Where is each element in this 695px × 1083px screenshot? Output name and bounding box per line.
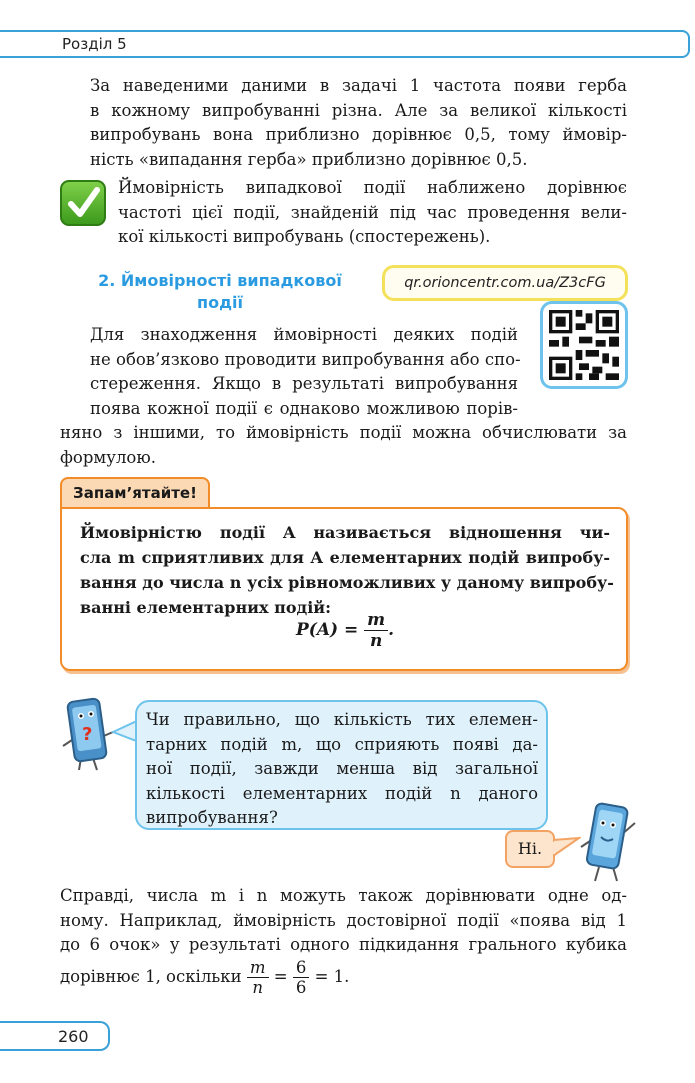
- body-line: не обов’язково проводити випробування або спо-: [90, 349, 521, 369]
- qr-code-icon[interactable]: [540, 301, 628, 389]
- remember-tab: Запам’ятайте!: [60, 477, 210, 509]
- phone-character-icon: [575, 795, 645, 885]
- note-line: Ймовірність випадкової події наближено дорівнює: [118, 178, 627, 197]
- intro-line: ність «випадання герба» приблизно дорівнює 0,5.: [90, 149, 528, 169]
- body-line: формулою.: [60, 447, 156, 467]
- qr-link[interactable]: qr.orioncentr.com.ua/Z3cFG: [382, 265, 628, 301]
- definition-text: [80, 520, 614, 620]
- checkmark-icon: [60, 180, 106, 226]
- definition-line: Ймовірністю події A називається відношення чи-: [80, 523, 610, 542]
- note-line: частоті цієї події, знайденій під час проведення вели-: [118, 202, 627, 222]
- final-eq-1: =: [273, 967, 288, 986]
- intro-line: випробувань вона приблизно дорівнює 0,5, тому ймовір-: [90, 125, 627, 144]
- body-line: поява кожної події є однаково можливою порів-: [90, 398, 518, 418]
- question-text: [146, 708, 538, 831]
- intro-paragraph: [90, 74, 627, 172]
- body-line: Для знаходження ймовірності деяких подій: [90, 325, 518, 344]
- formula-end: .: [388, 620, 395, 640]
- answer-bubble: Ні.: [505, 830, 555, 868]
- final-fraction-2-den: 6: [295, 978, 307, 997]
- final-fraction-2-num: 6: [293, 958, 310, 978]
- final-fraction-1-den: n: [252, 978, 263, 997]
- formula-denominator: n: [369, 631, 383, 651]
- final-line: ному. Наприклад, ймовірність достовірної події «поява від 1: [60, 910, 627, 930]
- svg-text:?: ?: [82, 724, 93, 745]
- question-line: кількості елементарних подій n даного: [146, 783, 538, 803]
- question-line: випробування?: [146, 808, 278, 827]
- formula-fraction: [364, 610, 388, 651]
- formula-numerator: m: [364, 610, 388, 631]
- section-title-line: 2. Ймовірності випадкової: [98, 271, 342, 290]
- definition-line: ванні елементарних подій:: [80, 598, 332, 617]
- definition-line: сла m сприятливих для A елементарних подій випробу-: [80, 548, 610, 567]
- body-line: стереження. Якщо в результаті випробування: [90, 374, 518, 393]
- body-paragraph-top: [90, 323, 521, 421]
- final-paragraph: [60, 884, 627, 958]
- note-text: [118, 176, 627, 250]
- section-title-line: події: [197, 293, 243, 312]
- question-line: тарних подій m, що сприяють появі да-: [146, 734, 538, 754]
- question-line: ної події, завжди менша від загальної: [146, 759, 538, 778]
- intro-line: За наведеними даними в задачі 1 частота появи герба: [90, 76, 627, 95]
- note-line: кої кількості випробувань (спостережень).: [118, 227, 491, 246]
- final-line: до 6 очок» у результаті одного підкидання грального кубика: [60, 935, 627, 954]
- final-fraction-1-num: m: [247, 958, 269, 978]
- section-title: [75, 270, 365, 314]
- final-formula-line: [60, 958, 349, 997]
- intro-line: в кожному випробуванні різна. Але за великої кількості: [90, 100, 627, 120]
- body-line: няно з іншими, то ймовірність події можна обчислювати за: [60, 423, 627, 442]
- body-paragraph-bottom: [60, 421, 627, 470]
- section-header: [0, 30, 690, 58]
- definition-line: вання до числа n усіх рівноможливих у даному випробу-: [80, 573, 614, 592]
- page-number-tab: [0, 1021, 110, 1051]
- probability-formula: [296, 610, 394, 651]
- section-label: Розділ 5: [62, 35, 127, 53]
- question-line: Чи правильно, що кількість тих елемен-: [146, 710, 538, 729]
- final-fraction-2: [293, 958, 310, 997]
- page-number: 260: [58, 1027, 89, 1046]
- final-fraction-1: [247, 958, 269, 997]
- formula-lhs: P(A) =: [296, 620, 359, 640]
- final-line-prefix: дорівнює 1, оскільки: [60, 967, 242, 986]
- final-line: Справді, числа m і n можуть також дорівнювати одне од-: [60, 886, 627, 905]
- final-eq-2: = 1.: [314, 967, 350, 986]
